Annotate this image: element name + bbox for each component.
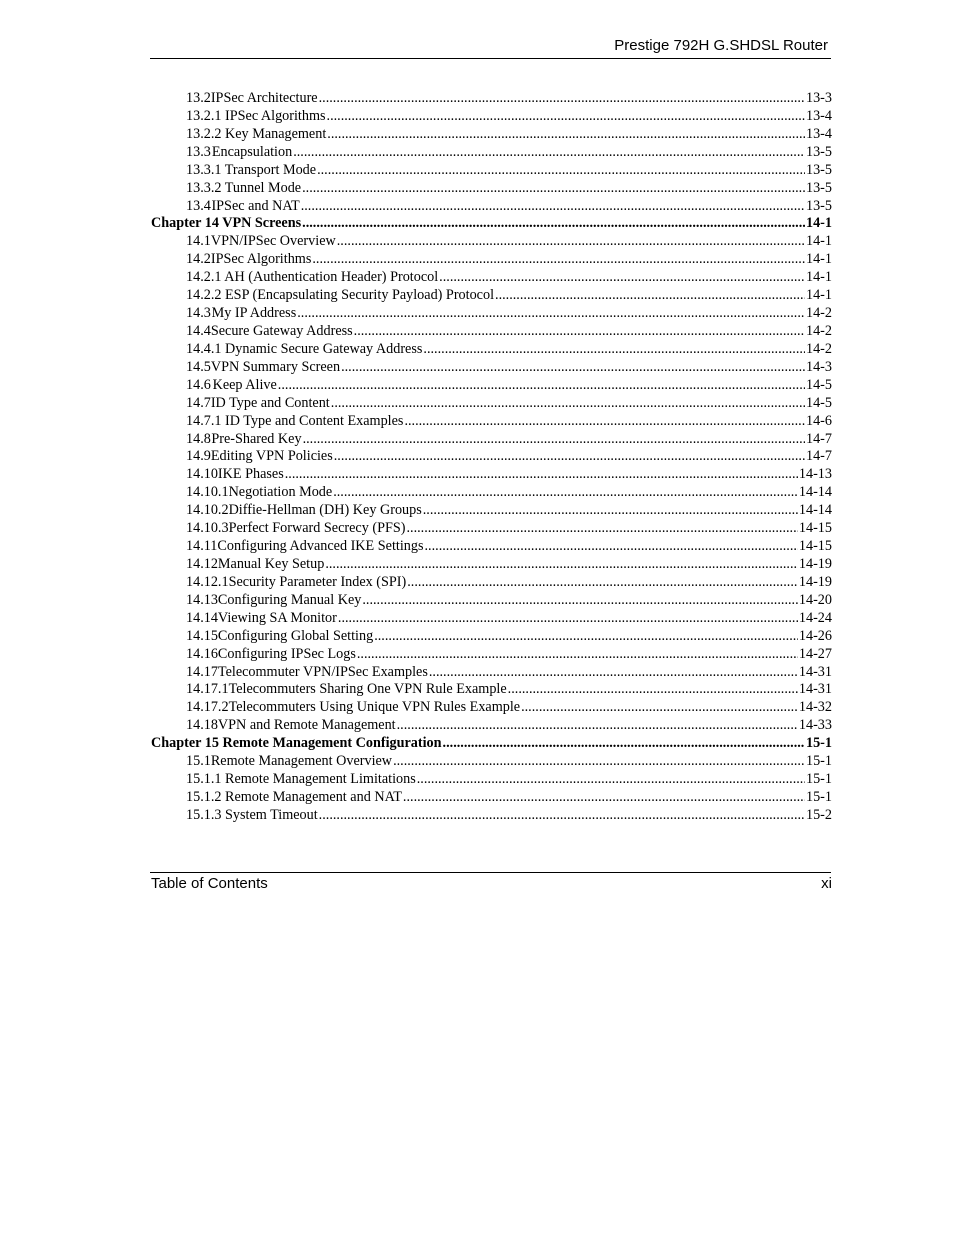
toc-entry-title: Telecommuter VPN/IPSec Examples <box>217 663 428 680</box>
toc-dot-leader <box>319 807 805 825</box>
toc-entry-title: 14.7.1 ID Type and Content Examples <box>186 412 404 429</box>
toc-entry-page: 14-15 <box>798 538 832 555</box>
toc-entry[interactable] <box>151 484 832 502</box>
toc-entry-page: 13-4 <box>805 125 832 142</box>
toc-entry[interactable] <box>151 377 832 395</box>
toc-entry-page: 14-33 <box>798 717 832 734</box>
toc-entry-number: 14.16 <box>186 645 218 662</box>
toc-entry[interactable] <box>151 180 832 198</box>
toc-entry-page: 14-15 <box>798 520 832 537</box>
footer-page-number: xi <box>821 875 832 892</box>
toc-entry[interactable] <box>151 144 832 162</box>
toc-dot-leader <box>397 717 798 735</box>
toc-dot-leader <box>317 162 805 180</box>
toc-entry-page: 15-1 <box>805 753 832 770</box>
toc-entry-title: Manual Key Setup <box>217 555 325 572</box>
toc-entry[interactable] <box>151 681 832 699</box>
toc-entry[interactable] <box>151 305 832 323</box>
toc-entry-page: 14-13 <box>798 466 832 483</box>
toc-entry[interactable] <box>151 592 832 610</box>
toc-entry[interactable] <box>151 413 832 431</box>
toc-entry[interactable] <box>151 269 832 287</box>
toc-entry-title: Remote Management Overview <box>210 753 393 770</box>
toc-dot-leader <box>423 502 798 520</box>
table-of-contents <box>151 90 832 825</box>
toc-dot-leader <box>278 377 805 395</box>
toc-entry-title: Configuring Advanced IKE Settings <box>217 538 424 555</box>
toc-entry-title: ID Type and Content <box>210 394 330 411</box>
toc-entry-page: 14-24 <box>798 609 832 626</box>
toc-entry-number: 14.12.1 <box>186 573 229 590</box>
toc-entry-page: 14-2 <box>805 305 832 322</box>
toc-entry-title: Keep Alive <box>212 376 277 393</box>
toc-dot-leader <box>495 287 805 305</box>
toc-entry-page: 13-4 <box>805 107 832 124</box>
toc-entry-page: 15-2 <box>805 806 832 823</box>
toc-dot-leader <box>423 341 805 359</box>
toc-entry[interactable] <box>151 664 832 682</box>
toc-entry-page: 14-5 <box>805 394 832 411</box>
toc-entry-title: IKE Phases <box>217 466 284 483</box>
toc-entry-title: Perfect Forward Secrecy (PFS) <box>228 520 406 537</box>
toc-entry-title: 13.3.1 Transport Mode <box>186 161 317 178</box>
toc-entry-page: 14-26 <box>798 627 832 644</box>
toc-entry-title: Viewing SA Monitor <box>217 609 337 626</box>
toc-entry[interactable] <box>151 717 832 735</box>
toc-entry-title: VPN and Remote Management <box>217 717 396 734</box>
toc-dot-leader <box>439 269 805 287</box>
toc-entry-title: Diffie-Hellman (DH) Key Groups <box>228 502 422 519</box>
toc-entry-page: 14-7 <box>805 430 832 447</box>
toc-entry-title: 13.2.2 Key Management <box>186 125 327 142</box>
toc-entry[interactable] <box>151 520 832 538</box>
toc-dot-leader <box>337 233 805 251</box>
toc-entry[interactable] <box>151 753 832 771</box>
toc-entry-page: 13-5 <box>805 143 832 160</box>
toc-entry-title: Security Parameter Index (SPI) <box>228 573 407 590</box>
toc-dot-leader <box>508 681 798 699</box>
toc-dot-leader <box>331 395 805 413</box>
toc-entry-title: IPSec Algorithms <box>210 251 312 268</box>
toc-entry-title: 13.3.2 Tunnel Mode <box>186 179 302 196</box>
toc-entry-page: 14-1 <box>805 269 832 286</box>
toc-entry[interactable] <box>151 198 832 216</box>
toc-entry-title: Editing VPN Policies <box>210 448 333 465</box>
toc-entry-number: 14.9 <box>186 448 211 465</box>
toc-entry-page: 13-5 <box>805 197 832 214</box>
toc-entry-page: 14-31 <box>798 663 832 680</box>
toc-entry-number: 14.14 <box>186 609 218 626</box>
toc-entry-title: 15.1.1 Remote Management Limitations <box>186 771 416 788</box>
toc-entry-number: 14.7 <box>186 394 211 411</box>
toc-entry-page: 13-3 <box>805 90 832 106</box>
toc-entry-page: 14-19 <box>798 573 832 590</box>
toc-entry[interactable] <box>151 502 832 520</box>
toc-dot-leader <box>333 484 798 502</box>
toc-entry-title: Configuring IPSec Logs <box>217 645 356 662</box>
toc-entry-number: 14.8 <box>186 430 211 447</box>
toc-dot-leader <box>341 359 805 377</box>
toc-entry-page: 14-19 <box>798 555 832 572</box>
toc-dot-leader <box>297 305 805 323</box>
toc-entry[interactable] <box>151 646 832 664</box>
toc-entry-number: 14.11 <box>186 538 218 555</box>
toc-dot-leader <box>417 771 805 789</box>
toc-entry-number: 13.2 <box>186 90 211 106</box>
toc-entry-title: VPN Summary Screen <box>210 358 341 375</box>
toc-entry-page: 14-7 <box>805 448 832 465</box>
toc-entry-number: 14.15 <box>186 627 218 644</box>
toc-entry-number: 13.4 <box>186 197 211 214</box>
running-header-title: Prestige 792H G.SHDSL Router <box>614 37 828 54</box>
toc-entry[interactable] <box>151 538 832 556</box>
toc-dot-leader <box>425 538 798 556</box>
toc-entry[interactable] <box>151 341 832 359</box>
toc-entry[interactable] <box>151 108 832 126</box>
toc-dot-leader <box>407 574 798 592</box>
toc-dot-leader <box>303 431 805 449</box>
toc-entry-page: 14-1 <box>805 251 832 268</box>
toc-entry-page: 14-1 <box>805 287 832 304</box>
toc-entry-title: Configuring Global Setting <box>217 627 374 644</box>
toc-entry-title: Pre-Shared Key <box>211 430 302 447</box>
toc-entry[interactable] <box>151 807 832 825</box>
toc-entry-page: 14-6 <box>805 412 832 429</box>
toc-dot-leader <box>325 556 798 574</box>
toc-dot-leader <box>521 699 798 717</box>
toc-dot-leader <box>312 251 805 269</box>
toc-dot-leader <box>327 108 805 126</box>
toc-entry-page: 13-5 <box>805 161 832 178</box>
toc-entry-title: 14.4.1 Dynamic Secure Gateway Address <box>186 340 423 357</box>
toc-entry-page: 14-1 <box>805 215 832 232</box>
toc-dot-leader <box>302 215 805 233</box>
toc-entry-page: 14-14 <box>798 484 832 501</box>
toc-dot-leader <box>301 198 805 216</box>
toc-entry-page: 14-5 <box>805 376 832 393</box>
toc-dot-leader <box>285 466 798 484</box>
toc-entry-page: 15-1 <box>805 771 832 788</box>
toc-entry[interactable] <box>151 431 832 449</box>
toc-entry-title: Chapter 15 Remote Management Configuration <box>151 735 442 752</box>
toc-entry-page: 14-2 <box>805 322 832 339</box>
toc-entry-number: 14.5 <box>186 358 211 375</box>
toc-chapter-entry[interactable] <box>151 215 832 233</box>
toc-entry[interactable] <box>151 395 832 413</box>
toc-entry-page: 13-5 <box>805 179 832 196</box>
toc-dot-leader <box>403 789 805 807</box>
toc-entry-number: 14.17 <box>186 663 218 680</box>
toc-entry[interactable] <box>151 610 832 628</box>
toc-entry-title: Telecommuters Using Unique VPN Rules Example <box>228 699 521 716</box>
toc-dot-leader <box>357 646 798 664</box>
toc-entry[interactable] <box>151 287 832 305</box>
toc-entry[interactable] <box>151 251 832 269</box>
toc-entry-page: 14-14 <box>798 502 832 519</box>
toc-entry[interactable] <box>151 466 832 484</box>
toc-entry[interactable] <box>151 448 832 466</box>
toc-entry-title: Negotiation Mode <box>228 484 333 501</box>
toc-entry-page: 15-1 <box>805 788 832 805</box>
toc-entry[interactable] <box>151 699 832 717</box>
toc-entry-page: 14-3 <box>805 358 832 375</box>
toc-entry-number: 14.2 <box>186 251 211 268</box>
toc-dot-leader <box>354 323 805 341</box>
toc-entry-number: 14.4 <box>186 322 211 339</box>
toc-entry[interactable] <box>151 556 832 574</box>
header-rule <box>150 58 831 59</box>
toc-dot-leader <box>334 448 805 466</box>
toc-entry-number: 14.6 <box>186 376 211 393</box>
toc-dot-leader <box>302 180 805 198</box>
toc-entry-page: 14-32 <box>798 699 832 716</box>
toc-entry-page: 14-20 <box>798 591 832 608</box>
toc-dot-leader <box>374 628 798 646</box>
toc-entry-page: 15-1 <box>805 735 832 752</box>
toc-entry-number: 14.10.2 <box>186 502 229 519</box>
toc-entry-number: 14.17.2 <box>186 699 229 716</box>
toc-entry-page: 14-2 <box>805 340 832 357</box>
toc-entry-number: 14.1 <box>186 233 211 250</box>
toc-entry-title: My IP Address <box>211 305 297 322</box>
toc-dot-leader <box>319 90 805 108</box>
toc-entry-title: 15.1.3 System Timeout <box>186 806 318 823</box>
toc-dot-leader <box>293 144 805 162</box>
toc-entry[interactable] <box>151 574 832 592</box>
toc-dot-leader <box>406 520 797 538</box>
toc-entry-number: 14.10.1 <box>186 484 229 501</box>
toc-entry-page: 14-27 <box>798 645 832 662</box>
toc-entry[interactable] <box>151 90 832 108</box>
footer-rule <box>150 872 831 873</box>
toc-entry-title: 15.1.2 Remote Management and NAT <box>186 788 402 805</box>
toc-dot-leader <box>327 126 805 144</box>
toc-entry-title: Configuring Manual Key <box>217 591 362 608</box>
toc-dot-leader <box>362 592 798 610</box>
toc-entry-number: 13.3 <box>186 143 211 160</box>
toc-entry-number: 14.18 <box>186 717 218 734</box>
toc-entry-title: Secure Gateway Address <box>210 322 353 339</box>
footer-section-label: Table of Contents <box>151 875 268 892</box>
toc-entry[interactable] <box>151 162 832 180</box>
toc-entry-number: 14.10 <box>186 466 218 483</box>
toc-chapter-entry[interactable] <box>151 735 832 753</box>
toc-entry-title: 14.2.1 AH (Authentication Header) Protocol <box>186 269 439 286</box>
toc-entry-title: VPN/IPSec Overview <box>210 233 336 250</box>
toc-entry[interactable] <box>151 323 832 341</box>
toc-entry-title: 14.2.2 ESP (Encapsulating Security Payload) Protocol <box>186 287 495 304</box>
toc-entry[interactable] <box>151 359 832 377</box>
toc-dot-leader <box>404 413 805 431</box>
toc-dot-leader <box>429 664 798 682</box>
toc-entry-number: 14.3 <box>186 305 211 322</box>
toc-entry-title: IPSec Architecture <box>210 90 318 106</box>
toc-entry-number: 14.10.3 <box>186 520 229 537</box>
toc-entry-number: 14.12 <box>186 555 218 572</box>
toc-entry[interactable] <box>151 789 832 807</box>
toc-entry[interactable] <box>151 233 832 251</box>
toc-entry[interactable] <box>151 126 832 144</box>
toc-entry-title: Encapsulation <box>211 143 293 160</box>
toc-entry-number: 14.17.1 <box>186 681 229 698</box>
toc-dot-leader <box>443 735 805 753</box>
toc-entry[interactable] <box>151 771 832 789</box>
toc-entry-title: IPSec and NAT <box>211 197 300 214</box>
toc-dot-leader <box>338 610 798 628</box>
toc-entry-page: 14-1 <box>805 233 832 250</box>
toc-dot-leader <box>393 753 805 771</box>
toc-entry-title: 13.2.1 IPSec Algorithms <box>186 107 326 124</box>
toc-entry[interactable] <box>151 628 832 646</box>
toc-entry-number: 15.1 <box>186 753 211 770</box>
toc-entry-title: Telecommuters Sharing One VPN Rule Example <box>228 681 507 698</box>
toc-entry-number: 14.13 <box>186 591 218 608</box>
toc-entry-title: Chapter 14 VPN Screens <box>151 215 302 232</box>
toc-entry-page: 14-31 <box>798 681 832 698</box>
